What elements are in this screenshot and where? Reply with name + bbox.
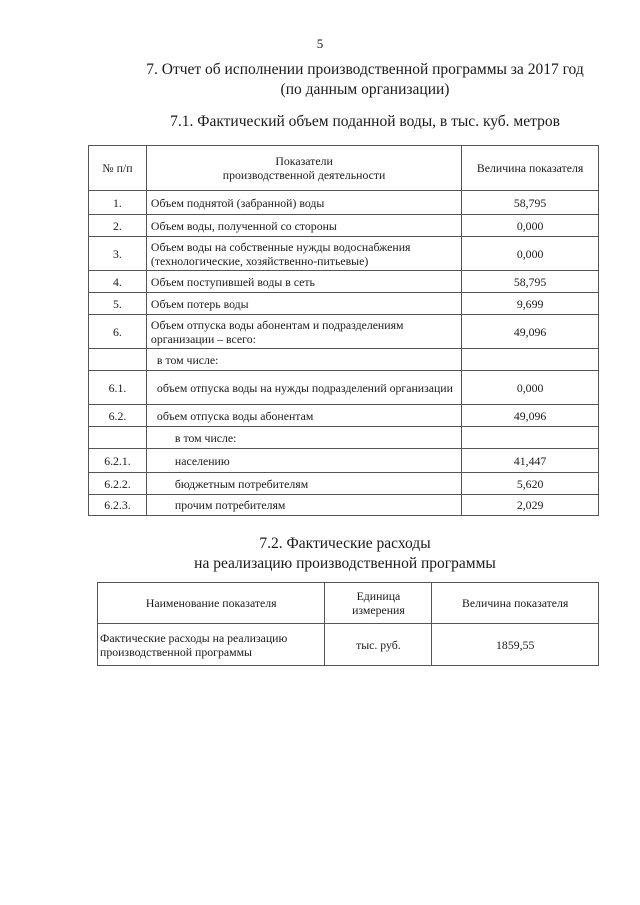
row-number: 3. [89,237,147,271]
row-label: объем отпуска воды на нужды подразделений организации [146,371,461,405]
row-label: населению [146,449,461,473]
row-value: 58,795 [462,191,599,215]
header-indicator-line2: производственной деятельности [222,168,386,182]
row-value: 0,000 [462,371,599,405]
table-row [89,271,599,293]
table-header-row [89,146,599,191]
row-label: Фактические расходы на реализацию производственной программы [98,624,325,666]
row-value: 9,699 [462,293,599,315]
row-label: Объем воды на собственные нужды водоснабжения (технологические, хозяйственно-питьевые) [146,237,461,271]
row-number: 6.2. [89,405,147,427]
header-unit: Единица измерения [325,583,432,624]
row-label: Объем поднятой (забранной) воды [146,191,461,215]
header-num: № п/п [89,146,147,191]
table-row [89,405,599,427]
header-indicator [146,146,461,191]
header-name: Наименование показателя [98,583,325,624]
table-row [89,427,599,449]
section-title-line1: 7. Отчет об исполнении производственной программы за 2017 год [146,61,584,78]
row-value: 49,096 [462,405,599,427]
row-number: 6.2.1. [89,449,147,473]
row-value [462,427,599,449]
table2-title [90,534,600,574]
row-number [89,427,147,449]
table-row [89,349,599,371]
row-value: 0,000 [462,237,599,271]
row-label: бюджетным потребителям [146,473,461,495]
row-number [89,349,147,371]
page-number: 5 [316,36,324,51]
table-row [89,449,599,473]
header-value: Величина показателя [432,583,599,624]
row-label: Объем отпуска воды абонентам и подразделениям организации – всего: [146,315,461,349]
table-row [89,215,599,237]
water-volume-table [88,145,599,516]
table-row [89,315,599,349]
table1-title: 7.1. Фактический объем поданной воды, в тыс. куб. метров [170,113,560,130]
table-header-row [98,583,599,624]
row-unit: тыс. руб. [325,624,432,666]
row-value: 41,447 [462,449,599,473]
row-value: 58,795 [462,271,599,293]
row-value: 1859,55 [432,624,599,666]
table-row [89,293,599,315]
table2-title-line2: на реализацию производственной программы [194,555,496,572]
expenses-table [97,582,599,666]
row-label: Объем воды, полученной со стороны [146,215,461,237]
row-number: 6. [89,315,147,349]
section-title [110,60,620,100]
row-number: 1. [89,191,147,215]
row-value: 0,000 [462,215,599,237]
table-row [89,371,599,405]
row-label: в том числе: [146,349,461,371]
row-value: 49,096 [462,315,599,349]
table-row [98,624,599,666]
table-row [89,191,599,215]
row-label: прочим потребителям [146,495,461,516]
row-label: Объем потерь воды [146,293,461,315]
row-value: 2,029 [462,495,599,516]
row-label: объем отпуска воды абонентам [146,405,461,427]
table2-title-line1: 7.2. Фактические расходы [259,535,431,552]
row-label: Объем поступившей воды в сеть [146,271,461,293]
row-number: 6.2.2. [89,473,147,495]
table-row [89,495,599,516]
table-row [89,237,599,271]
row-number: 4. [89,271,147,293]
header-indicator-line1: Показатели [275,154,333,168]
row-number: 2. [89,215,147,237]
row-value [462,349,599,371]
header-value: Величина показателя [462,146,599,191]
row-value: 5,620 [462,473,599,495]
row-number: 6.1. [89,371,147,405]
table-row [89,473,599,495]
row-number: 5. [89,293,147,315]
row-label: в том числе: [146,427,461,449]
section-title-line2: (по данным организации) [280,81,450,98]
row-number: 6.2.3. [89,495,147,516]
